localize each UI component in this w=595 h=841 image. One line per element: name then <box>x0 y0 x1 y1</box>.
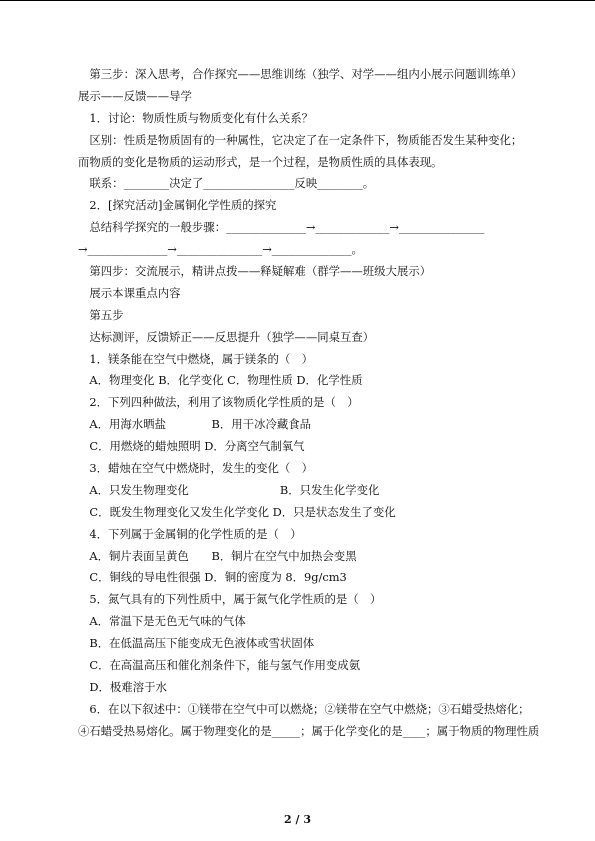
discussion-question: 1．讨论：物质性质与物质变化有什么关系？ <box>78 110 314 125</box>
question-2: 2．下列四种做法，利用了该物质化学性质的是（ ） <box>78 395 359 410</box>
question-3-options-cd: C．既发生物理变化又发生化学变化 D．只是状态发生了变化 <box>78 504 396 519</box>
question-2-options-cd: C．用燃烧的蜡烛照明 D．分离空气制氧气 <box>78 439 305 454</box>
difference-text-cont: 而物质的变化是物质的运动形式，是一个过程，是物质性质的具体表现。 <box>78 154 443 169</box>
question-5-option-a: A．常温下是无色无气味的气体 <box>78 614 246 629</box>
document-body <box>78 64 540 743</box>
question-5-option-c: C．在高温高压和催化剂条件下，能与氢气作用变成氨 <box>78 658 361 673</box>
step3-heading: 第三步：深入思考，合作探究——思维训练（独学、对学——组内小展示问题训练单） <box>78 67 523 81</box>
page-number: 2 / 3 <box>284 813 311 826</box>
question-6: 6．在以下叙述中：①镁带在空气中可以燃烧；②镁带在空气中燃烧；③石蜡受热熔化； <box>78 701 530 716</box>
question-3: 3．蜡烛在空气中燃烧时，发生的变化（ ） <box>78 461 314 476</box>
question-4-options-ab: A．铜片表面呈黄色 B．铜片在空气中加热会变黑 <box>78 548 357 563</box>
question-1-options: A．物理变化 B．化学变化 C．物理性质 D．化学性质 <box>78 373 363 388</box>
question-4: 4．下列属于金属铜的化学性质的是（ ） <box>78 526 302 541</box>
question-5-option-b: B．在低温高压下能变成无色液体或雪状固体 <box>78 636 315 651</box>
question-4-options-cd: C．铜线的导电性很强 D．铜的密度为 8．9g/cm3 <box>78 570 347 585</box>
step4-heading: 第四步：交流展示，精讲点拨——释疑解难（群学——班级大展示） <box>78 264 432 279</box>
step5-subheading: 达标测评，反馈矫正——反思提升（独学——同桌互查） <box>78 329 375 344</box>
question-6-cont: ④石蜡受热易熔化。属于物理变化的是_____；属于化学变化的是____；属于物质的物理性质 <box>78 723 540 738</box>
difference-text: 区别：性质是物质固有的一种属性，它决定了在一定条件下，物质能否发生某种变化； <box>78 132 523 147</box>
step3-heading-cont: 展示——反馈——导学 <box>78 88 192 103</box>
question-3-options-ab: A．只发生物理变化 B．只发生化学变化 <box>78 482 380 497</box>
inquiry-steps-line1: 总结科学探究的一般步骤：______________→_____________→_______________ <box>78 220 485 235</box>
connection-fill-blank: 联系：________决定了________________反映________。 <box>78 176 375 191</box>
step4-content: 展示本课重点内容 <box>78 285 181 300</box>
page-top-border <box>0 0 595 1</box>
question-1: 1．镁条能在空气中燃烧，属于镁条的（ ） <box>78 351 314 366</box>
inquiry-steps-line2: →______________→_______________→______________。 <box>78 242 363 257</box>
question-5-option-d: D．极难溶于水 <box>78 679 167 694</box>
question-2-options-ab: A．用海水晒盐 B．用干冰冷藏食品 <box>78 417 312 432</box>
step5-heading: 第五步 <box>78 307 124 322</box>
question-5: 5．氮气具有的下列性质中，属于氮气化学性质的是（ ） <box>78 592 382 607</box>
inquiry-activity: 2．[探究活动]金属铜化学性质的探究 <box>78 198 277 213</box>
